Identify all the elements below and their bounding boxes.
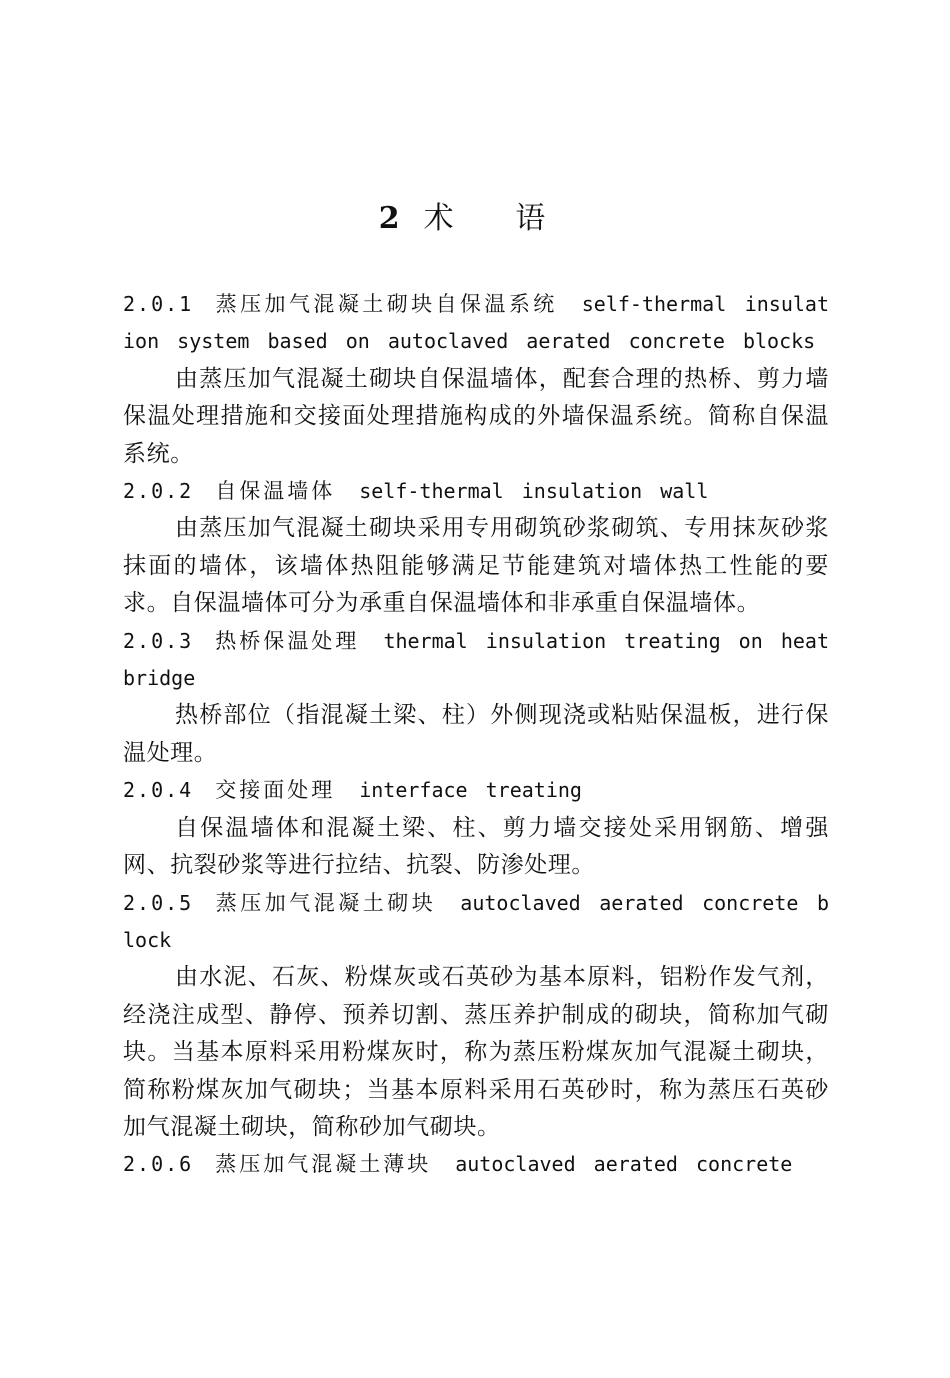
term-heading <box>123 772 829 809</box>
term-definition: 由水泥、石灰、粉煤灰或石英砂为基本原料，铝粉作发气剂，经浇注成型、静停、预养切割、蒸压养护制成的砌块，简称加气砌块。当基本原料采用粉煤灰时，称为蒸压粉煤灰加气混凝土砌块，简称粉煤灰加气砌块；当基本原料采用石英砂时，称为蒸压石英砂加气混凝土砌块，简称砂加气砌块。 <box>123 964 829 1140</box>
term-definition: 自保温墙体和混凝土梁、柱、剪力墙交接处采用钢筋、增强网、抗裂砂浆等进行拉结、抗裂、防渗处理。 <box>123 814 829 879</box>
term-english: thermal insulation treating on heat bridge <box>123 628 829 691</box>
term-definition: 由蒸压加气混凝土砌块采用专用砌筑砂浆砌筑、专用抹灰砂浆抹面的墙体，该墙体热阻能够满足节能建筑对墙体热工性能的要求。自保温墙体可分为承重自保温墙体和非承重自保温墙体。 <box>123 515 829 617</box>
terms-section <box>123 286 829 1184</box>
term-number: 2.0.6 <box>123 1152 194 1177</box>
term-chinese: 蒸压加气混凝土砌块自保温系统 <box>215 292 558 316</box>
chapter-number: 2 <box>378 201 402 236</box>
term-english: self-thermal insulation system based on autoclaved aerated concrete blocks <box>123 292 830 354</box>
term-entry <box>123 286 829 473</box>
term-entry <box>123 1146 829 1183</box>
term-english: self-thermal insulation wall <box>359 479 709 504</box>
term-heading <box>123 885 829 960</box>
term-definition: 热桥部位（指混凝土梁、柱）外侧现浇或粘贴保温板，进行保温处理。 <box>123 702 829 766</box>
term-heading <box>123 623 829 698</box>
term-number: 2.0.5 <box>123 890 194 915</box>
term-heading <box>123 286 829 361</box>
term-chinese: 交接面处理 <box>215 778 336 803</box>
term-chinese: 蒸压加气混凝土砌块 <box>215 890 437 915</box>
term-number: 2.0.2 <box>123 479 194 504</box>
term-heading <box>123 473 829 510</box>
term-chinese: 蒸压加气混凝土薄块 <box>215 1152 432 1177</box>
chapter-heading <box>0 196 950 242</box>
term-chinese: 热桥保温处理 <box>215 628 360 653</box>
term-chinese: 自保温墙体 <box>215 479 336 504</box>
term-entry <box>123 473 829 623</box>
term-entry <box>123 885 829 1147</box>
term-heading <box>123 1146 829 1183</box>
term-english: autoclaved aerated concrete block <box>123 890 829 952</box>
chapter-title: 术 语 <box>423 201 572 236</box>
term-definition: 由蒸压加气混凝土砌块自保温墙体，配套合理的热桥、剪力墙保温处理措施和交接面处理措施构成的外墙保温系统。简称自保温系统。 <box>123 365 829 467</box>
term-english: interface treating <box>359 778 582 803</box>
term-number: 2.0.3 <box>123 628 194 653</box>
term-number: 2.0.1 <box>123 292 194 316</box>
term-entry <box>123 772 829 884</box>
term-english: autoclaved aerated concrete <box>455 1152 793 1177</box>
term-number: 2.0.4 <box>123 778 194 803</box>
term-entry <box>123 623 829 773</box>
